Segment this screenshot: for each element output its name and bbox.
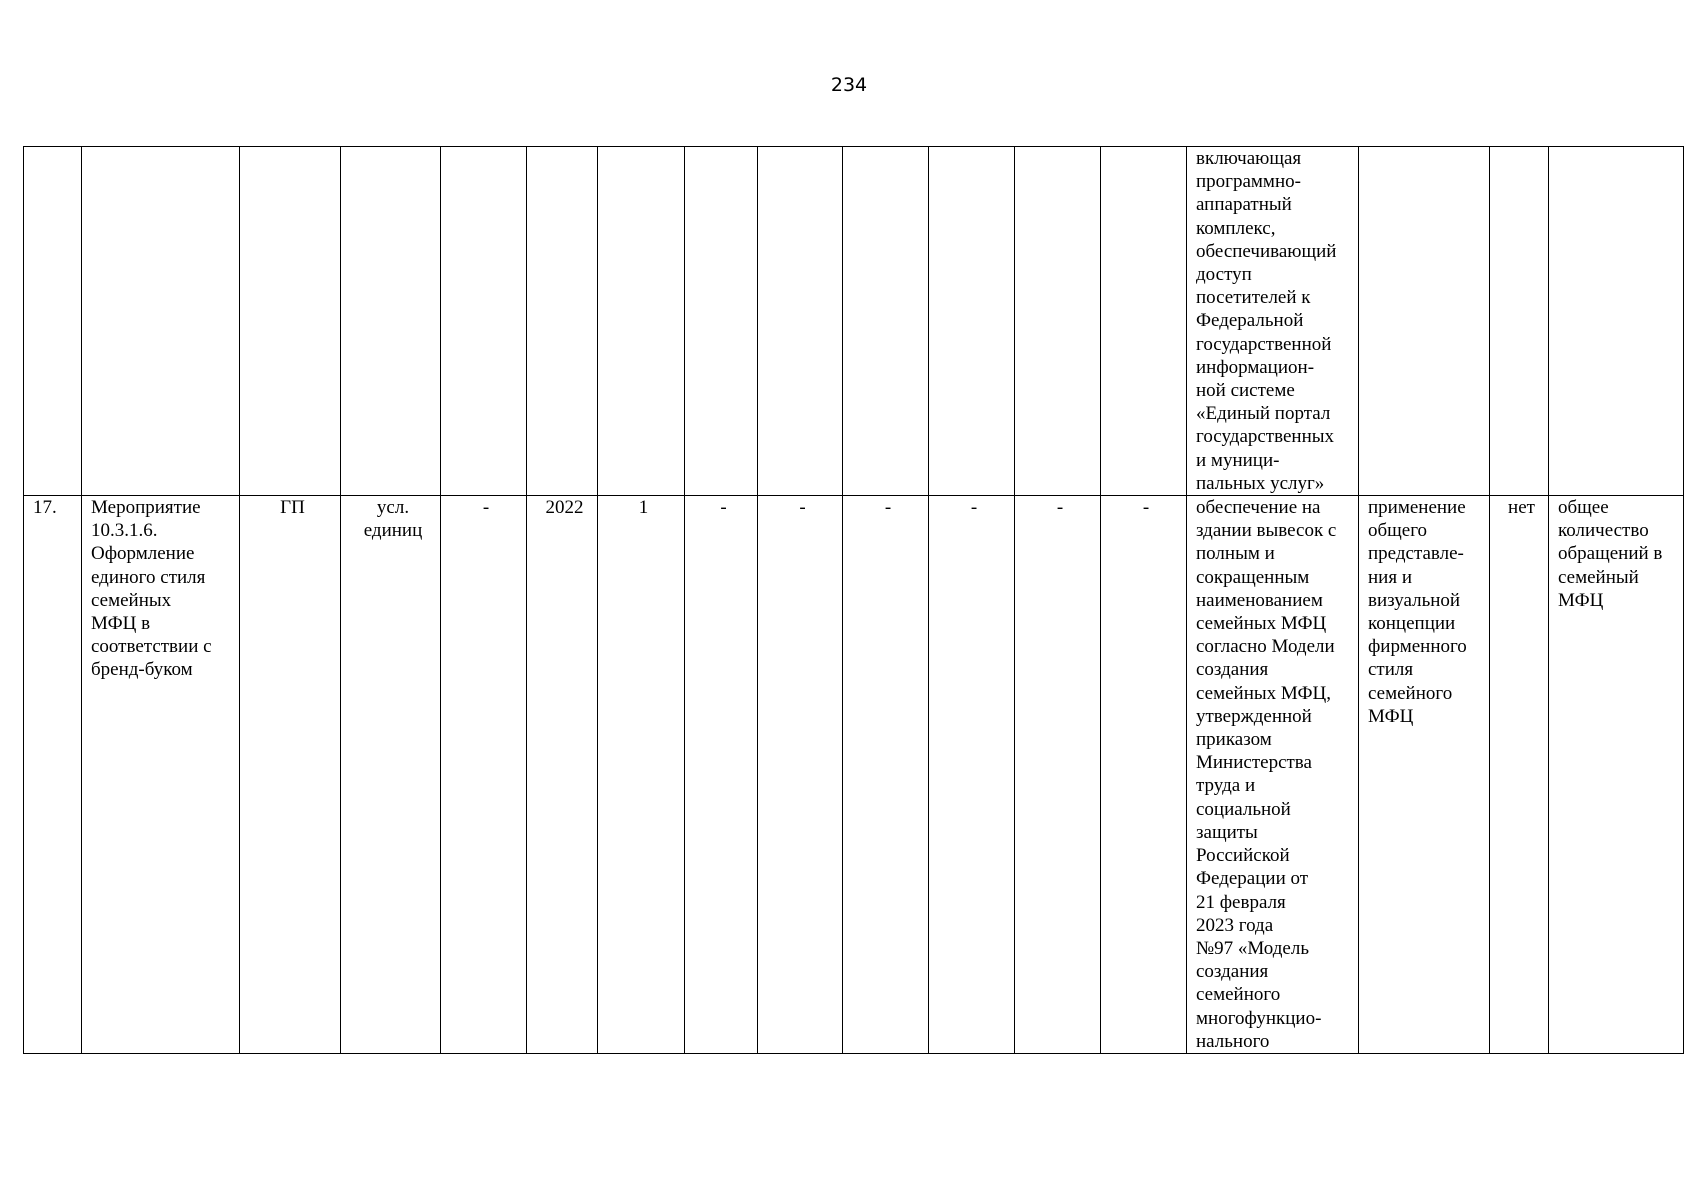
cell-flag: нет <box>1490 496 1549 1054</box>
table-row <box>24 496 1684 1054</box>
cell-description: включающая программно- аппаратный комплекс, обеспечивающий доступ посетителей к Федеральной государственной информацион- ной системе «Единый портал государственных и муници- пальных услуг» <box>1187 147 1359 496</box>
cell-base-value: - <box>441 496 527 1054</box>
cell-unit: усл. единиц <box>341 496 441 1054</box>
cell-description: обеспечение на здании вывесок с полным и сокращенным наименованием семейных МФЦ согласно Модели создания семейных МФЦ, утвержденной приказом Министерства труда и социальной защиты Российской Федерации от 21 февраля 2023 года №97 «Модель создания семейного многофункцио- нального <box>1187 496 1359 1054</box>
cell-flag <box>1490 147 1549 496</box>
cell-period: - <box>685 496 758 1054</box>
cell-number: 17. <box>24 496 82 1054</box>
cell-period <box>1101 147 1187 496</box>
cell-year <box>527 147 598 496</box>
cell-period <box>1015 147 1101 496</box>
cell-indicator <box>1549 147 1684 496</box>
cell-period: - <box>758 496 843 1054</box>
cell-period <box>685 147 758 496</box>
page-number: 234 <box>830 74 868 96</box>
cell-value <box>598 147 685 496</box>
cell-year: 2022 <box>527 496 598 1054</box>
measures-table <box>23 146 1684 1054</box>
cell-method: применение общего представле- ния и визуальной концепции фирменного стиля семейного МФЦ <box>1359 496 1490 1054</box>
table-row <box>24 147 1684 496</box>
cell-value: 1 <box>598 496 685 1054</box>
cell-number <box>24 147 82 496</box>
cell-period <box>758 147 843 496</box>
cell-period: - <box>843 496 929 1054</box>
cell-period <box>929 147 1015 496</box>
cell-method <box>1359 147 1490 496</box>
cell-indicator: общее количество обращений в семейный МФЦ <box>1549 496 1684 1054</box>
cell-period: - <box>929 496 1015 1054</box>
cell-unit <box>341 147 441 496</box>
cell-measure: Мероприятие 10.3.1.6. Оформление единого стиля семейных МФЦ в соответствии с бренд-буком <box>82 496 240 1054</box>
cell-executor <box>240 147 341 496</box>
cell-executor: ГП <box>240 496 341 1054</box>
cell-period: - <box>1101 496 1187 1054</box>
cell-measure <box>82 147 240 496</box>
cell-base-value <box>441 147 527 496</box>
cell-period <box>843 147 929 496</box>
cell-period: - <box>1015 496 1101 1054</box>
